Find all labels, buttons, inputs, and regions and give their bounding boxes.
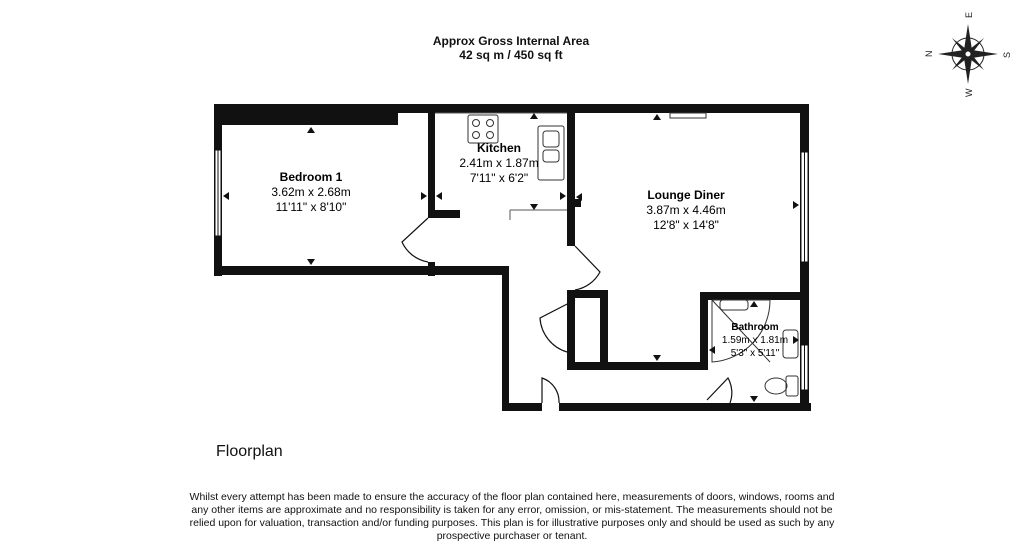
compass-icon	[938, 24, 998, 84]
bedroom-label	[271, 170, 350, 214]
disclaimer	[172, 491, 852, 543]
area-value: 42 sq m / 450 sq ft	[459, 48, 563, 62]
bathroom-metric: 1.59m x 1.81m	[721, 335, 789, 346]
bedroom-imperial: 11'11" x 8'10"	[275, 200, 347, 214]
area-title: Approx Gross Internal Area	[432, 34, 590, 48]
bathroom-label	[722, 322, 788, 359]
disclaimer-line-3: relied upon for valuation, transaction and/or funding purposes. This plan is for illustrative purposes only and should be used as such by any	[189, 517, 835, 529]
compass-east: E	[964, 11, 974, 18]
disclaimer-line-4: prospective purchaser or tenant.	[436, 530, 588, 542]
bedroom-name: Bedroom 1	[279, 170, 343, 184]
kitchen-name: Kitchen	[476, 141, 522, 155]
kitchen-metric: 2.41m x 1.87m	[459, 156, 539, 170]
lounge-imperial: 12'8" x 14'8"	[653, 218, 719, 232]
lounge-label	[646, 188, 725, 232]
hob-icon	[468, 115, 498, 143]
sink-icon	[538, 126, 564, 180]
compass-west: W	[964, 88, 974, 97]
doors	[402, 218, 732, 403]
compass-north: N	[924, 50, 934, 57]
disclaimer-line-2: any other items are approximate and no responsibility is taken for any error, omission, or mis-statement. The measurements should not be	[191, 504, 833, 516]
toilet-icon	[765, 376, 798, 396]
bathroom-name: Bathroom	[731, 322, 779, 333]
kitchen-imperial: 7'11" x 6'2"	[469, 171, 529, 185]
basin-icon	[720, 300, 748, 310]
bathroom-imperial: 5'3" x 5'11"	[730, 348, 780, 359]
kitchen-label	[459, 141, 538, 185]
lounge-metric: 3.87m x 4.46m	[646, 203, 726, 217]
radiator-icon	[670, 113, 706, 118]
lounge-name: Lounge Diner	[647, 188, 725, 202]
bedroom-metric: 3.62m x 2.68m	[271, 185, 351, 199]
disclaimer-line-1: Whilst every attempt has been made to ensure the accuracy of the floor plan contained here, measurements of doors, windows, rooms and	[189, 491, 835, 503]
floorplan-caption: Floorplan	[216, 443, 283, 460]
compass-south: S	[1002, 51, 1012, 58]
